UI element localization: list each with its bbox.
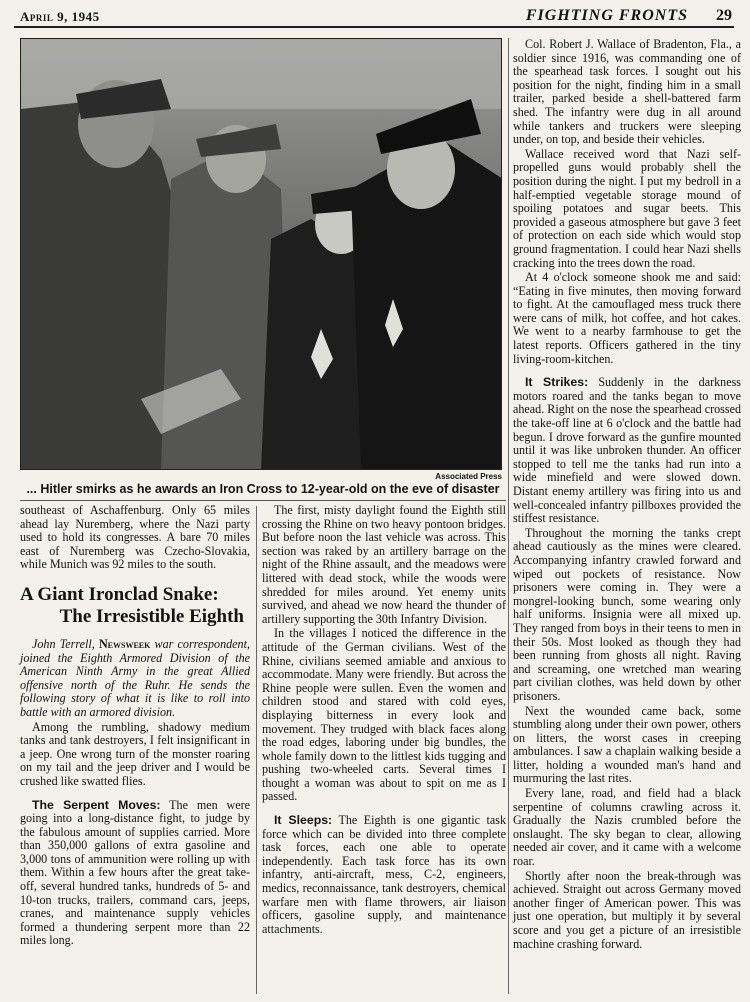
section-title: FIGHTING FRONTS <box>525 7 688 24</box>
author-intro <box>20 638 250 720</box>
news-photo <box>20 38 502 470</box>
paragraph: In the villages I noticed the difference in the attitude of the German civilians. West of the Rhine, civilians seemed amiable and anxious to accommodate. Many were friendly. But across the Rhine people were sullen. Even the women and children stood and stared with cold eyes, displaying bitterness in every look and movement. They trudged with black faces along the road edges, laboring under big bundles, the whole family down to the littlest kids tugging and pushing two-wheeled carts. Several times I thought a woman was about to spit on me as I passed. <box>262 626 506 804</box>
paragraph: Every lane, road, and field had a black serpentine of columns crawling across it. Gradually the Nazis crumbled before the onslaught. The sky began to clear, allowing needed air cover, and it came with a welcome roar. <box>513 786 741 869</box>
subhead: It Strikes: <box>525 375 589 390</box>
paragraph: Next the wounded came back, some stumbling along under their own power, others on litters, the worst cases in creeping ambulances. I saw a chaplain walking beside a litter, holding a wounded man's hand and murmuring the last rites. <box>513 703 741 786</box>
subhead: The Serpent Moves: <box>32 797 161 812</box>
paragraph <box>262 814 506 936</box>
magazine-name: Newsweek <box>98 636 151 651</box>
magazine-page <box>6 4 744 998</box>
photo-illustration <box>21 39 502 470</box>
headline-line-2: The Irresistible Eighth <box>59 605 244 627</box>
column-1 <box>20 504 250 949</box>
paragraph-text: The men were going into a long-distance fight, to judge by the fabulous amount of supplies carried. More than 350,000 gallons of extra gasoline and 3,000 tons of ammunition were rolling up with them. Within a few hours after the great take-off, several hundred tanks, hundreds of 5- and 10-ton trucks, trailers, command cars, jeeps, cranes, and maintenance supply vehicles formed a thundering serpent more than 22 miles long. <box>20 797 250 948</box>
paragraph <box>513 376 741 526</box>
paragraph-text: The Eighth is one gigantic task force which can be divided into three complete task forces, each one able to operate independently. Each task force has its own infantry, anti-aircraft, mess, C-2, engineers, medics, reconnaissance, tank destroyers, chemical warfare men with flame throwers, air liaison officers, gasoline supply, and maintenance attachments. <box>262 813 506 936</box>
paragraph: Throughout the morning the tanks crept ahead cautiously as the mines were cleared. Accompanying infantry crawled forward and wiped out pockets of resistance. Now prisoners were coming in. They were a mongrel-looking bunch, some wearing only half uniforms. Insignia were all mixed up. They ranged from boys in their teens to men in their 50s. Most looked as though they had been running from ghosts all night. Raving and screaming, one wretched man wearing part civilian clothes, was held down by other prisoners. <box>513 525 741 703</box>
column-2 <box>262 504 506 937</box>
headline-line-1: A Giant Ironclad Snake: <box>20 583 219 605</box>
issue-date: April 9, 1945 <box>20 9 100 24</box>
photo-credit: Associated Press <box>435 472 502 481</box>
subhead: It Sleeps: <box>274 813 333 828</box>
paragraph: Shortly after noon the break-through was achieved. Straight out across Germany moved another finger of American power. This was just one operation, but multiply it by several score and you get a picture of an irresistible machine crashing forward. <box>513 868 741 951</box>
masthead <box>14 6 734 28</box>
paragraph: Among the rumbling, shadowy medium tanks and tank destroyers, I felt insignificant in a jeep. One wrong turn of the monster roaring on my tail and the jeep driver and I would be crushed like swatted flies. <box>20 719 250 788</box>
author-name: John Terrell, <box>32 636 95 651</box>
paragraph: Wallace received word that Nazi self-propelled guns would probably shell the position during the night. I put my bedroll in a half-emptied vegetable storage mound of spoiling potatoes and sugar beets. This provided a gaseous atmosphere but gave 3 feet of protection on each side which would stop ground fragmentation. I could hear Nazi shells cracking into the trees down the road. <box>513 146 741 270</box>
page-number: 29 <box>716 7 732 24</box>
column-divider <box>508 38 509 994</box>
paragraph: The first, misty daylight found the Eighth still crossing the Rhine on two heavy pontoon bridges. But before noon the last vehicle was across. This section was raked by an artillery barrage on the night of the Rhine assault, and the meadows were littered with dead stock, while the woods were shredded for miles around. Yet enemy units survived, and ahead we now heard the thunder of artillery supporting the 30th Infantry Division. <box>262 503 506 626</box>
caption-divider <box>20 500 506 501</box>
paragraph: Col. Robert J. Wallace of Bradenton, Fla., a soldier since 1916, was commanding one of the spearhead task forces. I sought out his position for the night, finding him in a small trailer, parked beside a shell-battered farm shed. The infantry were dug in all around while tankers and truckers were sleeping under, on top, and beside their vehicles. <box>513 37 741 147</box>
column-3 <box>513 38 741 952</box>
paragraph-text: Suddenly in the darkness motors roared and the tanks began to move ahead. Right on the nose the spearhead crossed the take-off line at 6 o'clock and the battle had begun. I drove forward as the gunfire mounted until it was like unbroken thunder. An officer stopped to tell me the tanks had run into a wide minefield and were slowed down. Distant enemy artillery was firing into us and well-concealed infantry pillboxes provided the stiffest resistance. <box>513 375 741 526</box>
column-divider <box>256 506 257 994</box>
intro-text: war correspondent, joined the Eighth Armored Division of the American Ninth Army in the great Allied offensive north of the Ruhr. He sends the following story of what it is like to roll into battle with an armored division. <box>20 636 250 719</box>
photo-caption: ... Hitler smirks as he awards an Iron Cross to 12-year-old on the eve of disaster <box>26 482 500 496</box>
paragraph: southeast of Aschaffenburg. Only 65 miles ahead lay Nuremberg, where the Nazi party used to hold its congresses. A bare 70 miles east of Nuremberg was Czecho-Slovakia, while Munich was 92 miles to the south. <box>20 503 250 572</box>
paragraph <box>20 799 250 949</box>
paragraph: At 4 o'clock someone shook me and said: “Eating in five minutes, then moving forward to fight. At the camouflaged mess truck there were cans of milk, hot coffee, and hot cakes. We went to a nearby farmhouse to get the latest reports. Officers gathered in the tiny living-room-kitchen. <box>513 270 741 366</box>
article-headline <box>20 584 250 628</box>
